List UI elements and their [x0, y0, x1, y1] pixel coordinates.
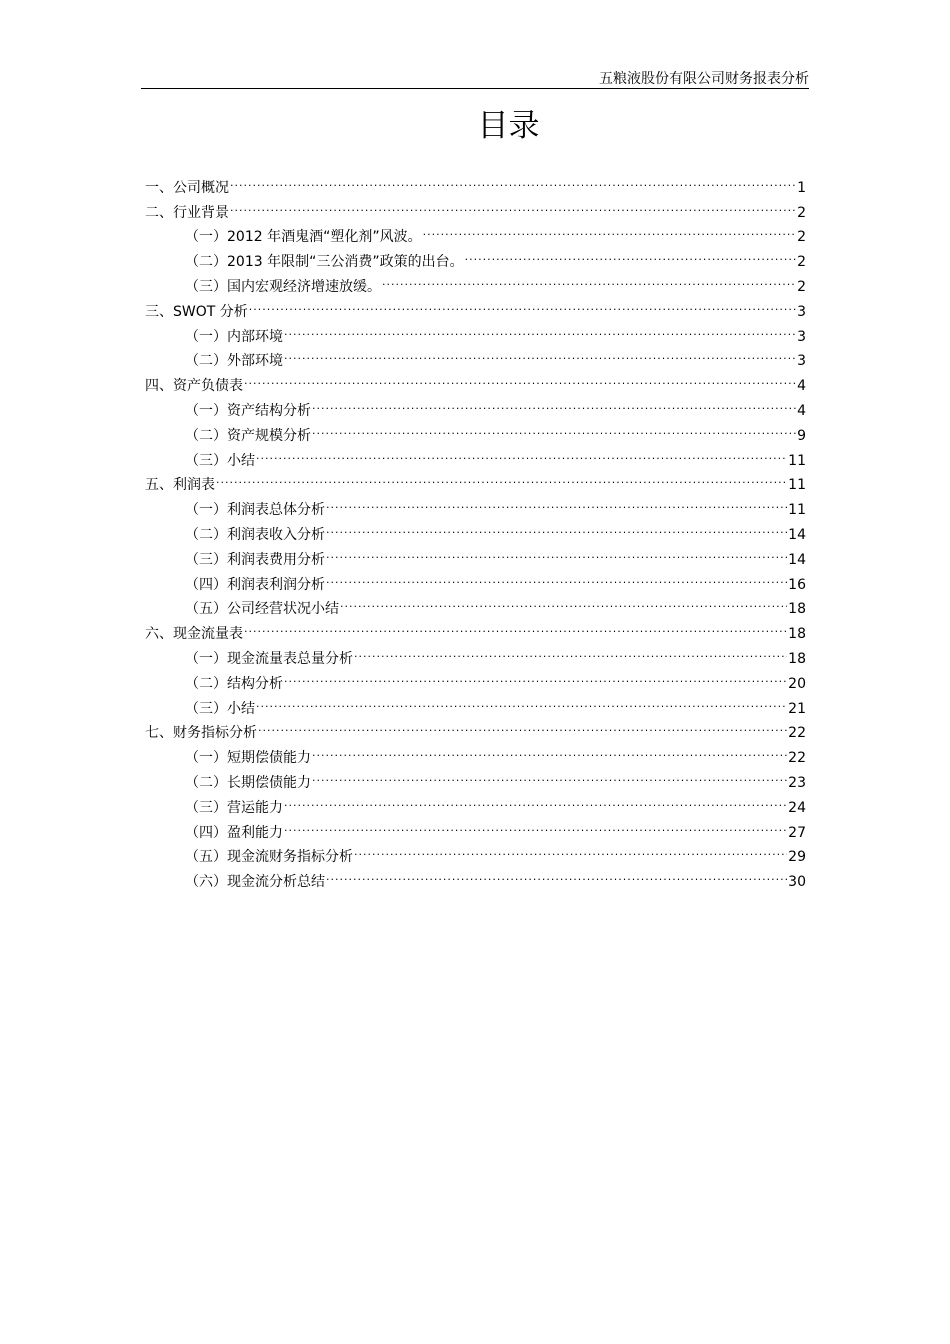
toc-dot-leader [326, 564, 787, 589]
toc-entry-title: （三）利润表费用分析 [185, 551, 325, 568]
toc-page-number: 23 [788, 774, 806, 791]
toc-dot-leader [284, 787, 787, 812]
toc-dot-leader [256, 440, 787, 465]
toc-entry-title: （一）2012 年酒鬼酒“塑化剂”风波。 [185, 229, 422, 246]
toc-dot-leader [354, 837, 787, 862]
toc-page-number: 16 [788, 576, 806, 593]
toc-dot-leader [312, 737, 787, 762]
toc-dot-leader [230, 167, 796, 192]
toc-page-number: 2 [797, 229, 806, 246]
toc-dot-leader [249, 291, 796, 316]
toc-entry-title: （一）利润表总体分析 [185, 502, 325, 519]
toc-page-number: 9 [797, 427, 806, 444]
toc-page-number: 22 [788, 750, 806, 767]
toc-dot-leader [244, 365, 796, 390]
toc-dot-leader [326, 514, 787, 539]
toc-entry[interactable] [145, 167, 806, 196]
toc-dot-leader [216, 465, 787, 490]
toc-dot-leader [258, 713, 787, 738]
toc-entry[interactable] [145, 489, 806, 519]
toc-dot-leader [354, 638, 787, 663]
toc-page-number: 4 [797, 402, 806, 419]
toc-dot-leader [340, 589, 787, 614]
toc-page-number: 11 [788, 452, 806, 469]
toc-page-number: 2 [797, 204, 806, 221]
toc-page-number: 3 [797, 303, 806, 320]
toc-entry-title: 三、SWOT 分析 [145, 303, 248, 320]
toc-page-number: 29 [788, 849, 806, 866]
toc-entry[interactable] [145, 192, 806, 221]
toc-entry-title: （三）国内宏观经济增速放缓。 [185, 278, 381, 295]
toc-page-number: 20 [788, 675, 806, 692]
toc-dot-leader [284, 341, 796, 366]
running-header: 五粮液股份有限公司财务报表分析 [599, 71, 809, 87]
toc-entry-title: （二）2013 年限制“三公消费”政策的出台。 [185, 254, 464, 271]
toc-page-number: 4 [797, 378, 806, 395]
toc-entry-title: （六）现金流分析总结 [185, 874, 325, 891]
toc-page-number: 18 [788, 650, 806, 667]
toc-page-number: 18 [788, 626, 806, 643]
toc-entry-title: 七、财务指标分析 [145, 725, 257, 742]
toc-entry[interactable] [145, 365, 806, 395]
toc-entry-title: （四）盈利能力 [185, 824, 283, 841]
toc-entry[interactable] [145, 465, 806, 494]
toc-entry-title: （二）资产规模分析 [185, 427, 311, 444]
toc-entry-title: 六、现金流量表 [145, 626, 243, 643]
toc-dot-leader [423, 217, 796, 242]
toc-page-number: 11 [788, 477, 806, 494]
toc-page-number: 22 [788, 725, 806, 742]
toc-page-number: 11 [788, 502, 806, 519]
toc-page-number: 30 [788, 874, 806, 891]
toc-entry-title: （四）利润表利润分析 [185, 576, 325, 593]
toc-dot-leader [230, 192, 796, 217]
toc-entry-title: （五）现金流财务指标分析 [185, 849, 353, 866]
toc-entry-title: （一）内部环境 [185, 328, 283, 345]
toc-dot-leader [465, 241, 796, 266]
toc-entry-title: （五）公司经营状况小结 [185, 601, 339, 618]
toc-dot-leader [256, 688, 787, 713]
toc-page-number: 21 [788, 700, 806, 717]
toc-dot-leader [312, 415, 796, 440]
toc-entry-title: （二）长期偿债能力 [185, 774, 311, 791]
toc-entry-title: （三）营运能力 [185, 799, 283, 816]
toc-dot-leader [326, 539, 787, 564]
toc-page-number: 3 [797, 353, 806, 370]
toc-dot-leader [326, 861, 787, 886]
toc-dot-leader [312, 762, 787, 787]
toc-page-number: 14 [788, 526, 806, 543]
toc-dot-leader [312, 390, 796, 415]
toc-entry-title: （三）小结 [185, 700, 255, 717]
toc-entry-title: 四、资产负债表 [145, 378, 243, 395]
toc-page-number: 3 [797, 328, 806, 345]
toc-entry[interactable] [145, 613, 806, 643]
toc-entry-title: （一）短期偿债能力 [185, 750, 311, 767]
toc-entry[interactable] [145, 638, 806, 667]
toc-page-number: 24 [788, 799, 806, 816]
toc-dot-leader [326, 489, 787, 514]
table-of-contents [145, 167, 806, 891]
toc-dot-leader [284, 316, 796, 341]
toc-entry-title: 一、公司概况 [145, 179, 229, 196]
toc-entry-title: 二、行业背景 [145, 204, 229, 221]
toc-entry-title: （二）外部环境 [185, 353, 283, 370]
toc-page-number: 27 [788, 824, 806, 841]
page-title: 目录 [477, 108, 540, 144]
toc-page-number: 18 [788, 601, 806, 618]
toc-entry-title: 五、利润表 [145, 477, 215, 494]
toc-dot-leader [284, 812, 787, 837]
toc-entry-title: （一）资产结构分析 [185, 402, 311, 419]
toc-page-number: 2 [797, 278, 806, 295]
toc-page-number: 14 [788, 551, 806, 568]
toc-page-number: 1 [797, 179, 806, 196]
toc-entry[interactable] [145, 390, 806, 419]
header-rule [141, 88, 809, 89]
toc-entry-title: （三）小结 [185, 452, 255, 469]
toc-entry-title: （二）结构分析 [185, 675, 283, 692]
toc-dot-leader [244, 613, 787, 638]
toc-dot-leader [284, 663, 787, 688]
toc-entry-title: （一）现金流量表总量分析 [185, 650, 353, 667]
toc-dot-leader [382, 266, 796, 291]
toc-entry-title: （二）利润表收入分析 [185, 526, 325, 543]
toc-entry[interactable] [145, 217, 806, 246]
toc-page-number: 2 [797, 254, 806, 271]
